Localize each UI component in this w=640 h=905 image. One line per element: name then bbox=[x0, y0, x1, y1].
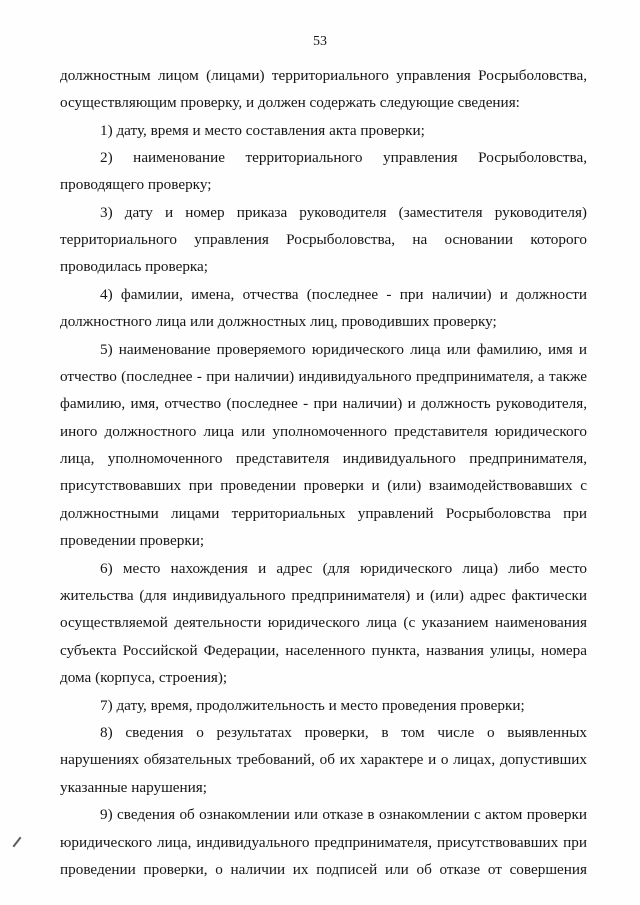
text-line: отчество (последнее - при наличии) индивидуального предпринимателя, а также bbox=[60, 368, 587, 385]
text-line: дома (корпуса, строения); bbox=[60, 669, 228, 686]
text-line: должностного лица или должностных лиц, проводивших проверку; bbox=[60, 313, 497, 330]
text-line: 5) наименование проверяемого юридического лица или фамилию, имя и bbox=[100, 341, 587, 358]
text-line: жительства (для индивидуального предпринимателя) и (или) адрес фактически bbox=[60, 587, 587, 604]
text-line: субъекта Российской Федерации, населенного пункта, названия улицы, номера bbox=[60, 642, 587, 659]
text-line: проведении проверки, о наличии их подписей или об отказе от совершения bbox=[60, 861, 587, 878]
text-line: 9) сведения об ознакомлении или отказе в ознакомлении с актом проверки bbox=[100, 806, 587, 823]
text-line: осуществляемой деятельности юридического лица (с указанием наименования bbox=[60, 614, 587, 631]
text-line: должностными лицами территориальных управлений Росрыболовства при bbox=[60, 505, 587, 522]
text-line: проводящего проверку; bbox=[60, 176, 212, 193]
text-line: 2) наименование территориального управления Росрыболовства, bbox=[100, 149, 587, 166]
text-line: указанные нарушения; bbox=[60, 779, 207, 796]
text-line: 7) дату, время, продолжительность и место проведения проверки; bbox=[100, 697, 525, 714]
text-line: нарушениях обязательных требований, об их характере и о лицах, допустивших bbox=[60, 751, 587, 768]
text-line: лица, уполномоченного представителя индивидуального предпринимателя, bbox=[60, 450, 587, 467]
text-line: проводилась проверка; bbox=[60, 258, 209, 275]
text-line: 8) сведения о результатах проверки, в том числе о выявленных bbox=[100, 724, 587, 741]
text-line: 3) дату и номер приказа руководителя (заместителя руководителя) bbox=[100, 204, 587, 221]
text-line: фамилию, имя, отчество (последнее - при наличии) и должность руководителя, bbox=[60, 395, 587, 412]
text-line: должностным лицом (лицами) территориального управления Росрыболовства, bbox=[60, 67, 587, 84]
text-line: проведении проверки; bbox=[60, 532, 205, 549]
text-line: осуществляющим проверку, и должен содержать следующие сведения: bbox=[60, 94, 520, 111]
text-line: 6) место нахождения и адрес (для юридического лица) либо место bbox=[100, 560, 587, 577]
text-line: юридического лица, индивидуального предпринимателя, присутствовавших при bbox=[60, 834, 587, 851]
text-line: иного должностного лица или уполномоченного представителя юридического bbox=[60, 423, 587, 440]
text-line: 4) фамилии, имена, отчества (последнее - при наличии) и должности bbox=[100, 286, 587, 303]
text-line: присутствовавших при проведении проверки и (или) взаимодействовавших с bbox=[60, 477, 587, 494]
page-number: 53 bbox=[313, 34, 327, 49]
scan-mark bbox=[13, 837, 22, 848]
text-line: территориального управления Росрыболовства, на основании которого bbox=[60, 231, 587, 248]
text-line: 1) дату, время и место составления акта проверки; bbox=[100, 122, 425, 139]
